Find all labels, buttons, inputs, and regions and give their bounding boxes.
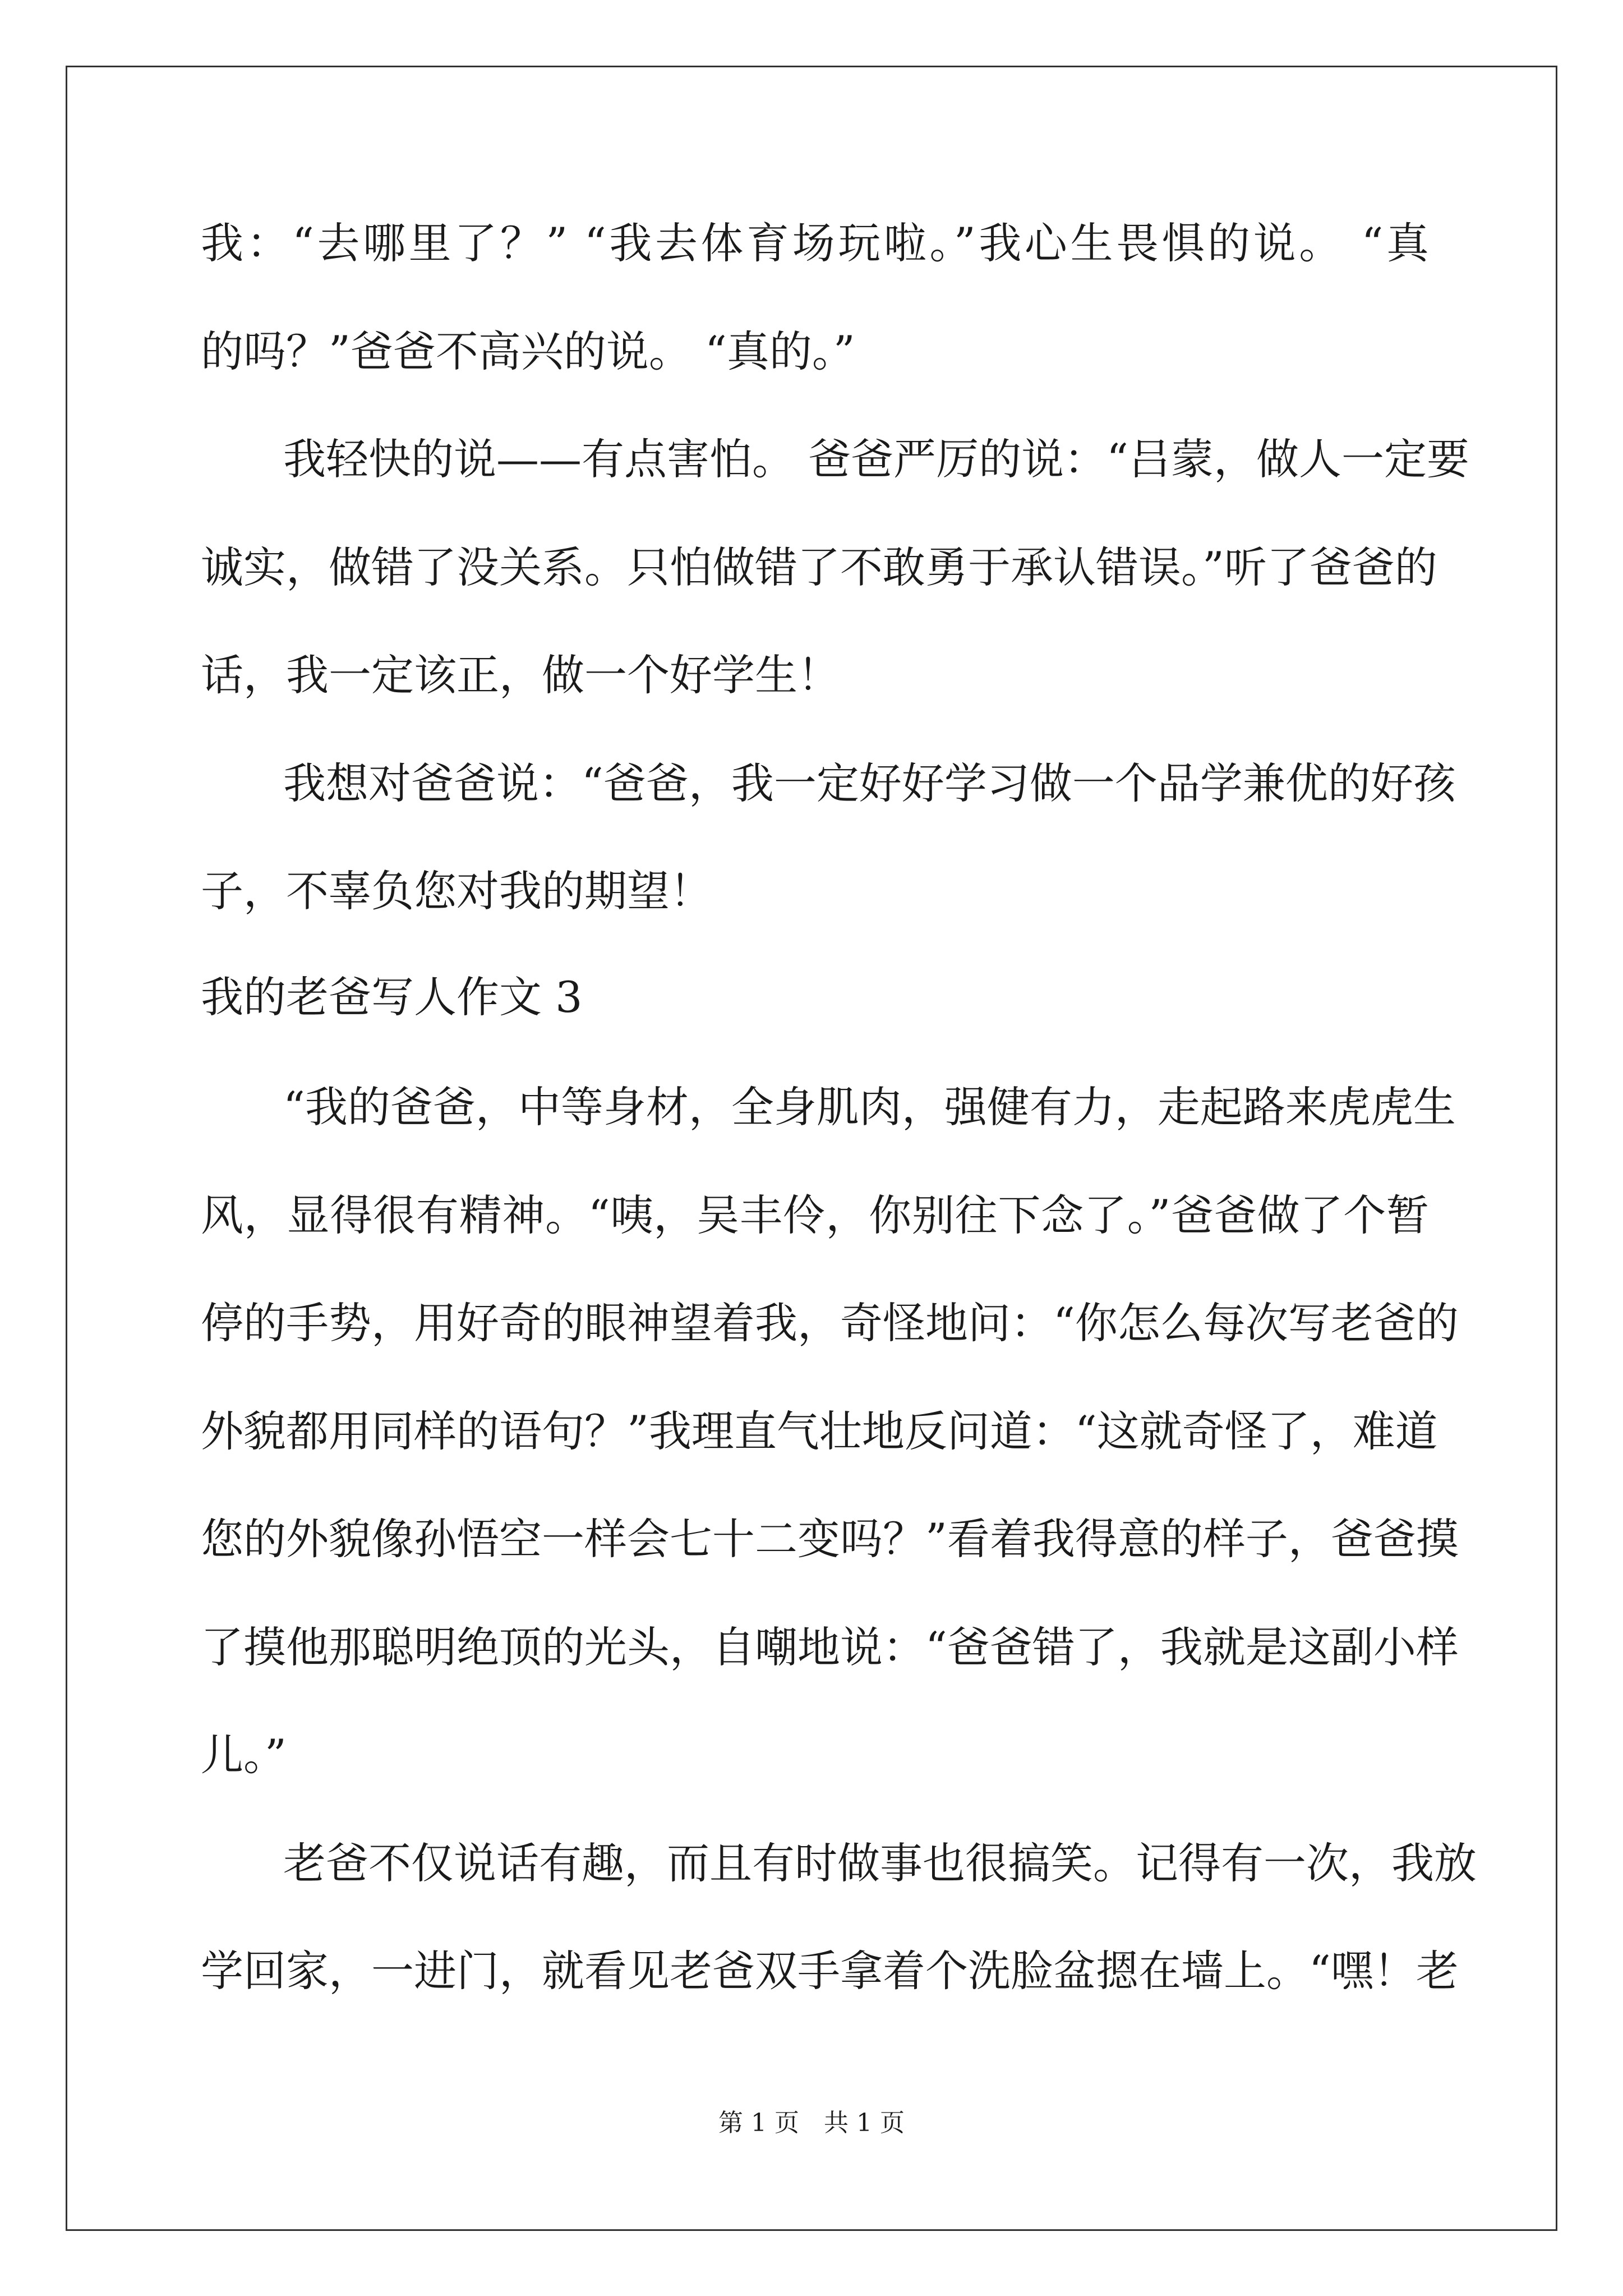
text-line: 您的外貌像孙悟空一样会七十二变吗？”看着我得意的样子，爸爸摸 <box>201 1514 1459 1564</box>
paragraph-line: “我的爸爸，中等身材，全身肌肉，强健有力，走起路来虎虎生 <box>283 1082 1456 1132</box>
text-line: 了摸他那聪明绝顶的光头，自嘲地说：“爸爸错了，我就是这副小样 <box>201 1622 1459 1672</box>
text-line: 风，显得很有精神。“咦，吴丰伶，你别往下念了。”爸爸做了个暂 <box>201 1190 1429 1240</box>
paragraph-line: 我轻快的说——有点害怕。 爸爸严厉的说：“吕蒙，做人一定要 <box>283 434 1470 484</box>
paragraph-line: 我想对爸爸说：“爸爸，我一定好好学习做一个品学兼优的好孩 <box>283 758 1456 808</box>
page-footer: 第 1 页 共 1 页 <box>718 2109 905 2137</box>
text-line: 的吗？”爸爸不高兴的说。 “真的。” <box>201 326 855 376</box>
page-border <box>66 66 1557 2231</box>
text-line: 停的手势，用好奇的眼神望着我，奇怪地问：“你怎么每次写老爸的 <box>201 1298 1459 1348</box>
text-line: 外貌都用同样的语句？”我理直气壮地反问道：“这就奇怪了，难道 <box>201 1406 1438 1456</box>
paragraph-line: 老爸不仅说话有趣，而且有时做事也很搞笑。记得有一次，我放 <box>283 1838 1477 1888</box>
text-line: 儿。” <box>201 1730 287 1780</box>
section-heading: 我的老爸写人作文 3 <box>201 972 583 1022</box>
text-line: 学回家，一进门，就看见老爸双手拿着个洗脸盆摁在墙上。“嘿！老 <box>201 1946 1459 1996</box>
text-line: 子，不辜负您对我的期望！ <box>201 866 712 916</box>
text-line: 我：“去哪里了？” “我去体育场玩啦。”我心生畏惧的说。 “真 <box>201 218 1429 268</box>
text-line: 诚实，做错了没关系。只怕做错了不敢勇于承认错误。”听了爸爸的 <box>201 542 1437 592</box>
text-line: 话，我一定该正，做一个好学生！ <box>201 650 840 700</box>
